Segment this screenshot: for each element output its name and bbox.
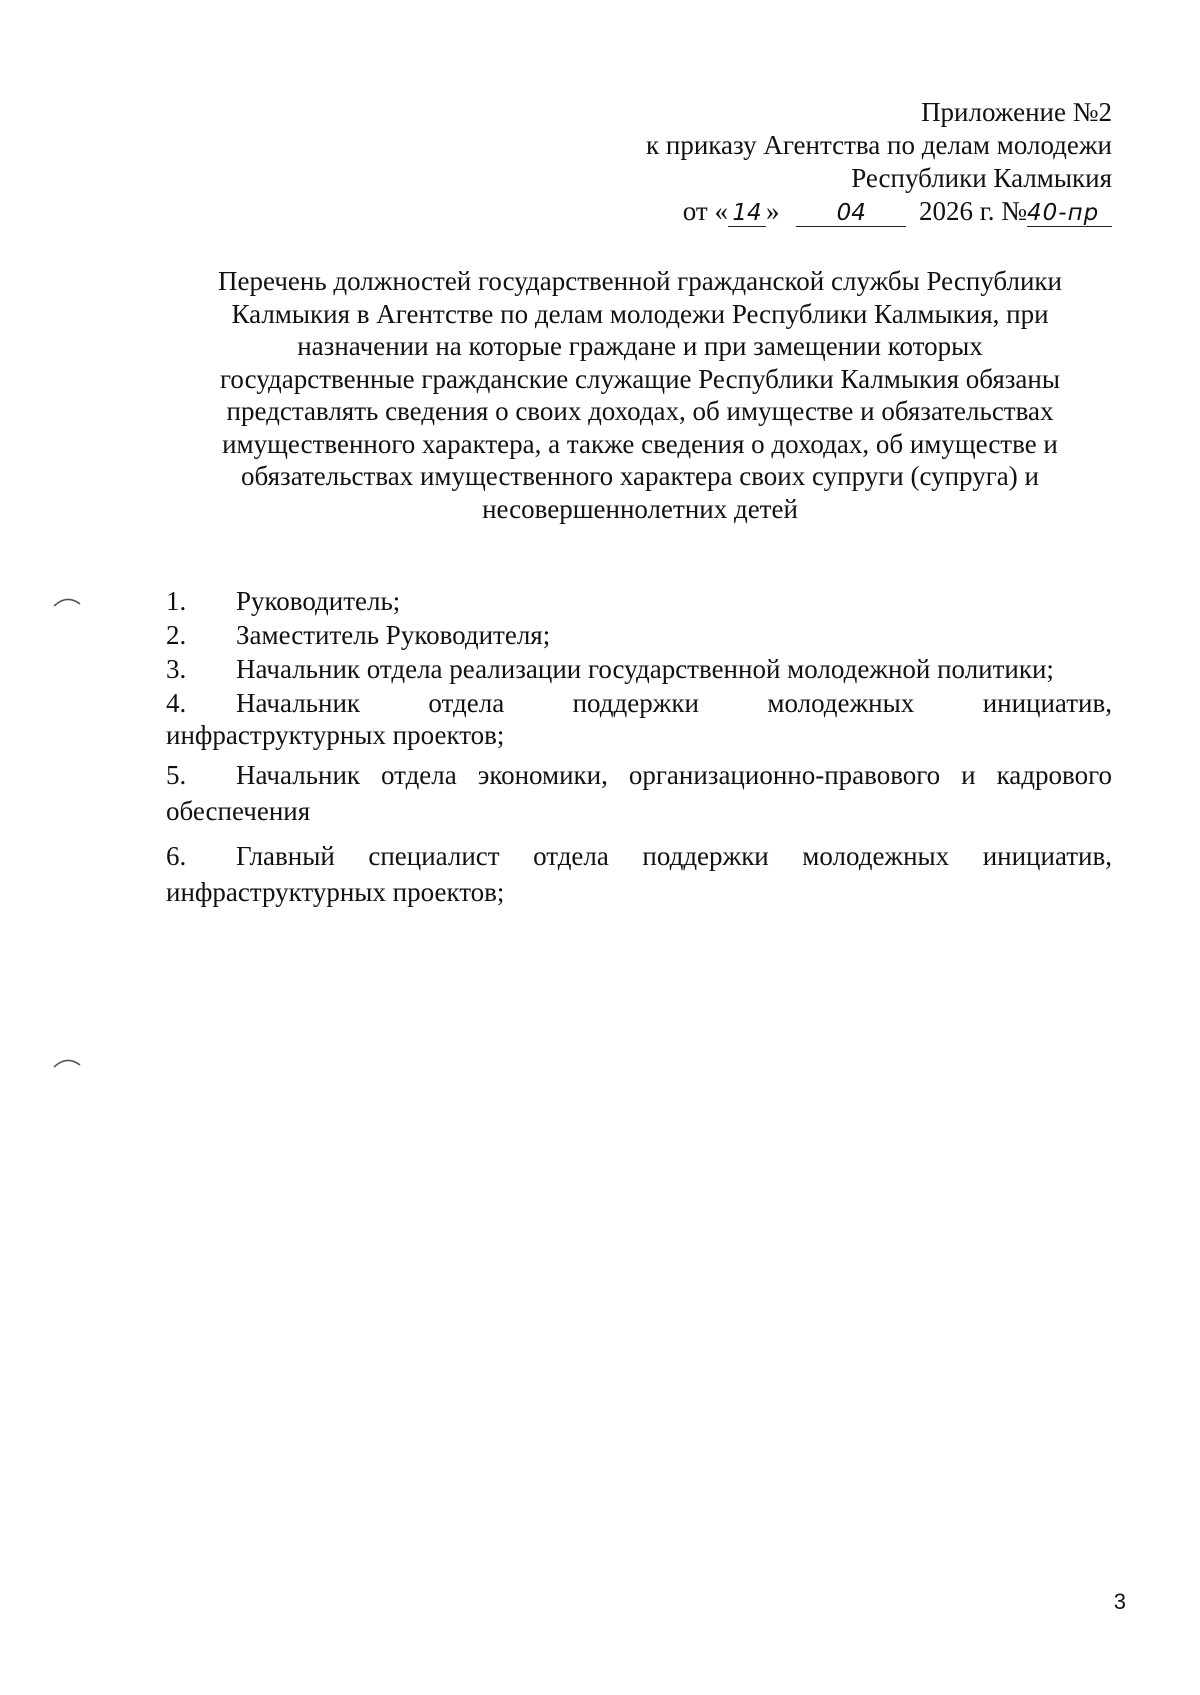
list-item-continuation: обеспечения	[166, 796, 311, 826]
title-line: несовершеннолетних детей	[482, 493, 798, 524]
title-line: государственные гражданские служащие Республики Калмыкия обязаны	[220, 363, 1060, 394]
list-item-text: Заместитель Руководителя;	[236, 620, 551, 650]
list-item-number: 4.	[166, 688, 187, 718]
list-word: специалист	[368, 841, 500, 871]
list-item	[166, 585, 1112, 617]
positions-list	[166, 585, 1112, 910]
appendix-republic: Республики Калмыкия	[851, 163, 1112, 193]
list-word: молодежных	[802, 841, 950, 871]
title-line: Калмыкия в Агентстве по делам молодежи Республики Калмыкия, при	[231, 298, 1049, 329]
list-item-text	[236, 838, 1112, 874]
page-number: 3	[1113, 1589, 1126, 1614]
date-year-text: 2026 г. №	[918, 196, 1027, 226]
appendix-header	[646, 96, 1112, 228]
list-word: отдела	[533, 841, 609, 871]
list-item-text	[236, 757, 1112, 793]
date-mid: »	[765, 196, 780, 226]
list-word: инициатив,	[982, 841, 1112, 871]
list-word: инициатив,	[982, 688, 1112, 718]
appendix-date-line	[646, 195, 1112, 228]
list-word: кадрового	[996, 760, 1112, 790]
handwritten-month: 04	[796, 200, 906, 227]
title-line: представлять сведения о своих доходах, об имуществе и обязательствах	[226, 396, 1054, 426]
handwritten-day: 14	[728, 200, 766, 227]
list-word: поддержки	[572, 688, 699, 718]
appendix-title: Приложение №2	[921, 97, 1112, 127]
list-item-number: 3.	[166, 654, 187, 684]
handwritten-order-number: 40-пр	[1027, 200, 1112, 227]
list-item	[166, 838, 1112, 910]
list-word: организационно-правового	[628, 760, 941, 790]
list-item	[166, 653, 1112, 685]
list-word: молодежных	[767, 688, 915, 718]
list-item-text	[236, 687, 1112, 719]
title-line: Перечень должностей государственной гражданской службы Республики	[218, 266, 1062, 296]
title-line: назначении на которые граждане и при замещении которых	[297, 331, 983, 361]
list-word: отдела	[428, 688, 505, 718]
title-line: обязательствах имущественного характера своих супруги (супруга) и	[241, 461, 1039, 491]
punch-mark-icon	[52, 1057, 82, 1069]
list-item-number: 2.	[166, 620, 187, 650]
list-item	[166, 687, 1112, 751]
title-line: имущественного характера, а также сведения о доходах, об имуществе и	[222, 428, 1058, 459]
appendix-order-reference: к приказу Агентства по делам молодежи	[646, 130, 1112, 160]
document-title	[190, 265, 1090, 525]
list-item-number: 1.	[166, 586, 187, 616]
list-item	[166, 757, 1112, 829]
punch-mark-icon	[52, 596, 82, 608]
list-item-text: Начальник отдела реализации государственной молодежной политики;	[236, 654, 1054, 684]
list-word: отдела	[380, 760, 457, 790]
list-word: Главный	[236, 841, 335, 871]
list-item-number: 6.	[166, 841, 187, 871]
list-word: Начальник	[236, 688, 361, 718]
list-item-continuation: инфраструктурных проектов;	[166, 720, 505, 750]
list-word: и	[961, 760, 976, 790]
date-prefix: от «	[682, 196, 728, 226]
list-word: поддержки	[642, 841, 769, 871]
list-item-number: 5.	[166, 760, 187, 790]
list-item-text: Руководитель;	[236, 586, 401, 616]
list-item	[166, 619, 1112, 651]
list-word: экономики,	[477, 760, 608, 790]
list-item-continuation: инфраструктурных проектов;	[166, 877, 505, 907]
list-word: Начальник	[236, 760, 361, 790]
